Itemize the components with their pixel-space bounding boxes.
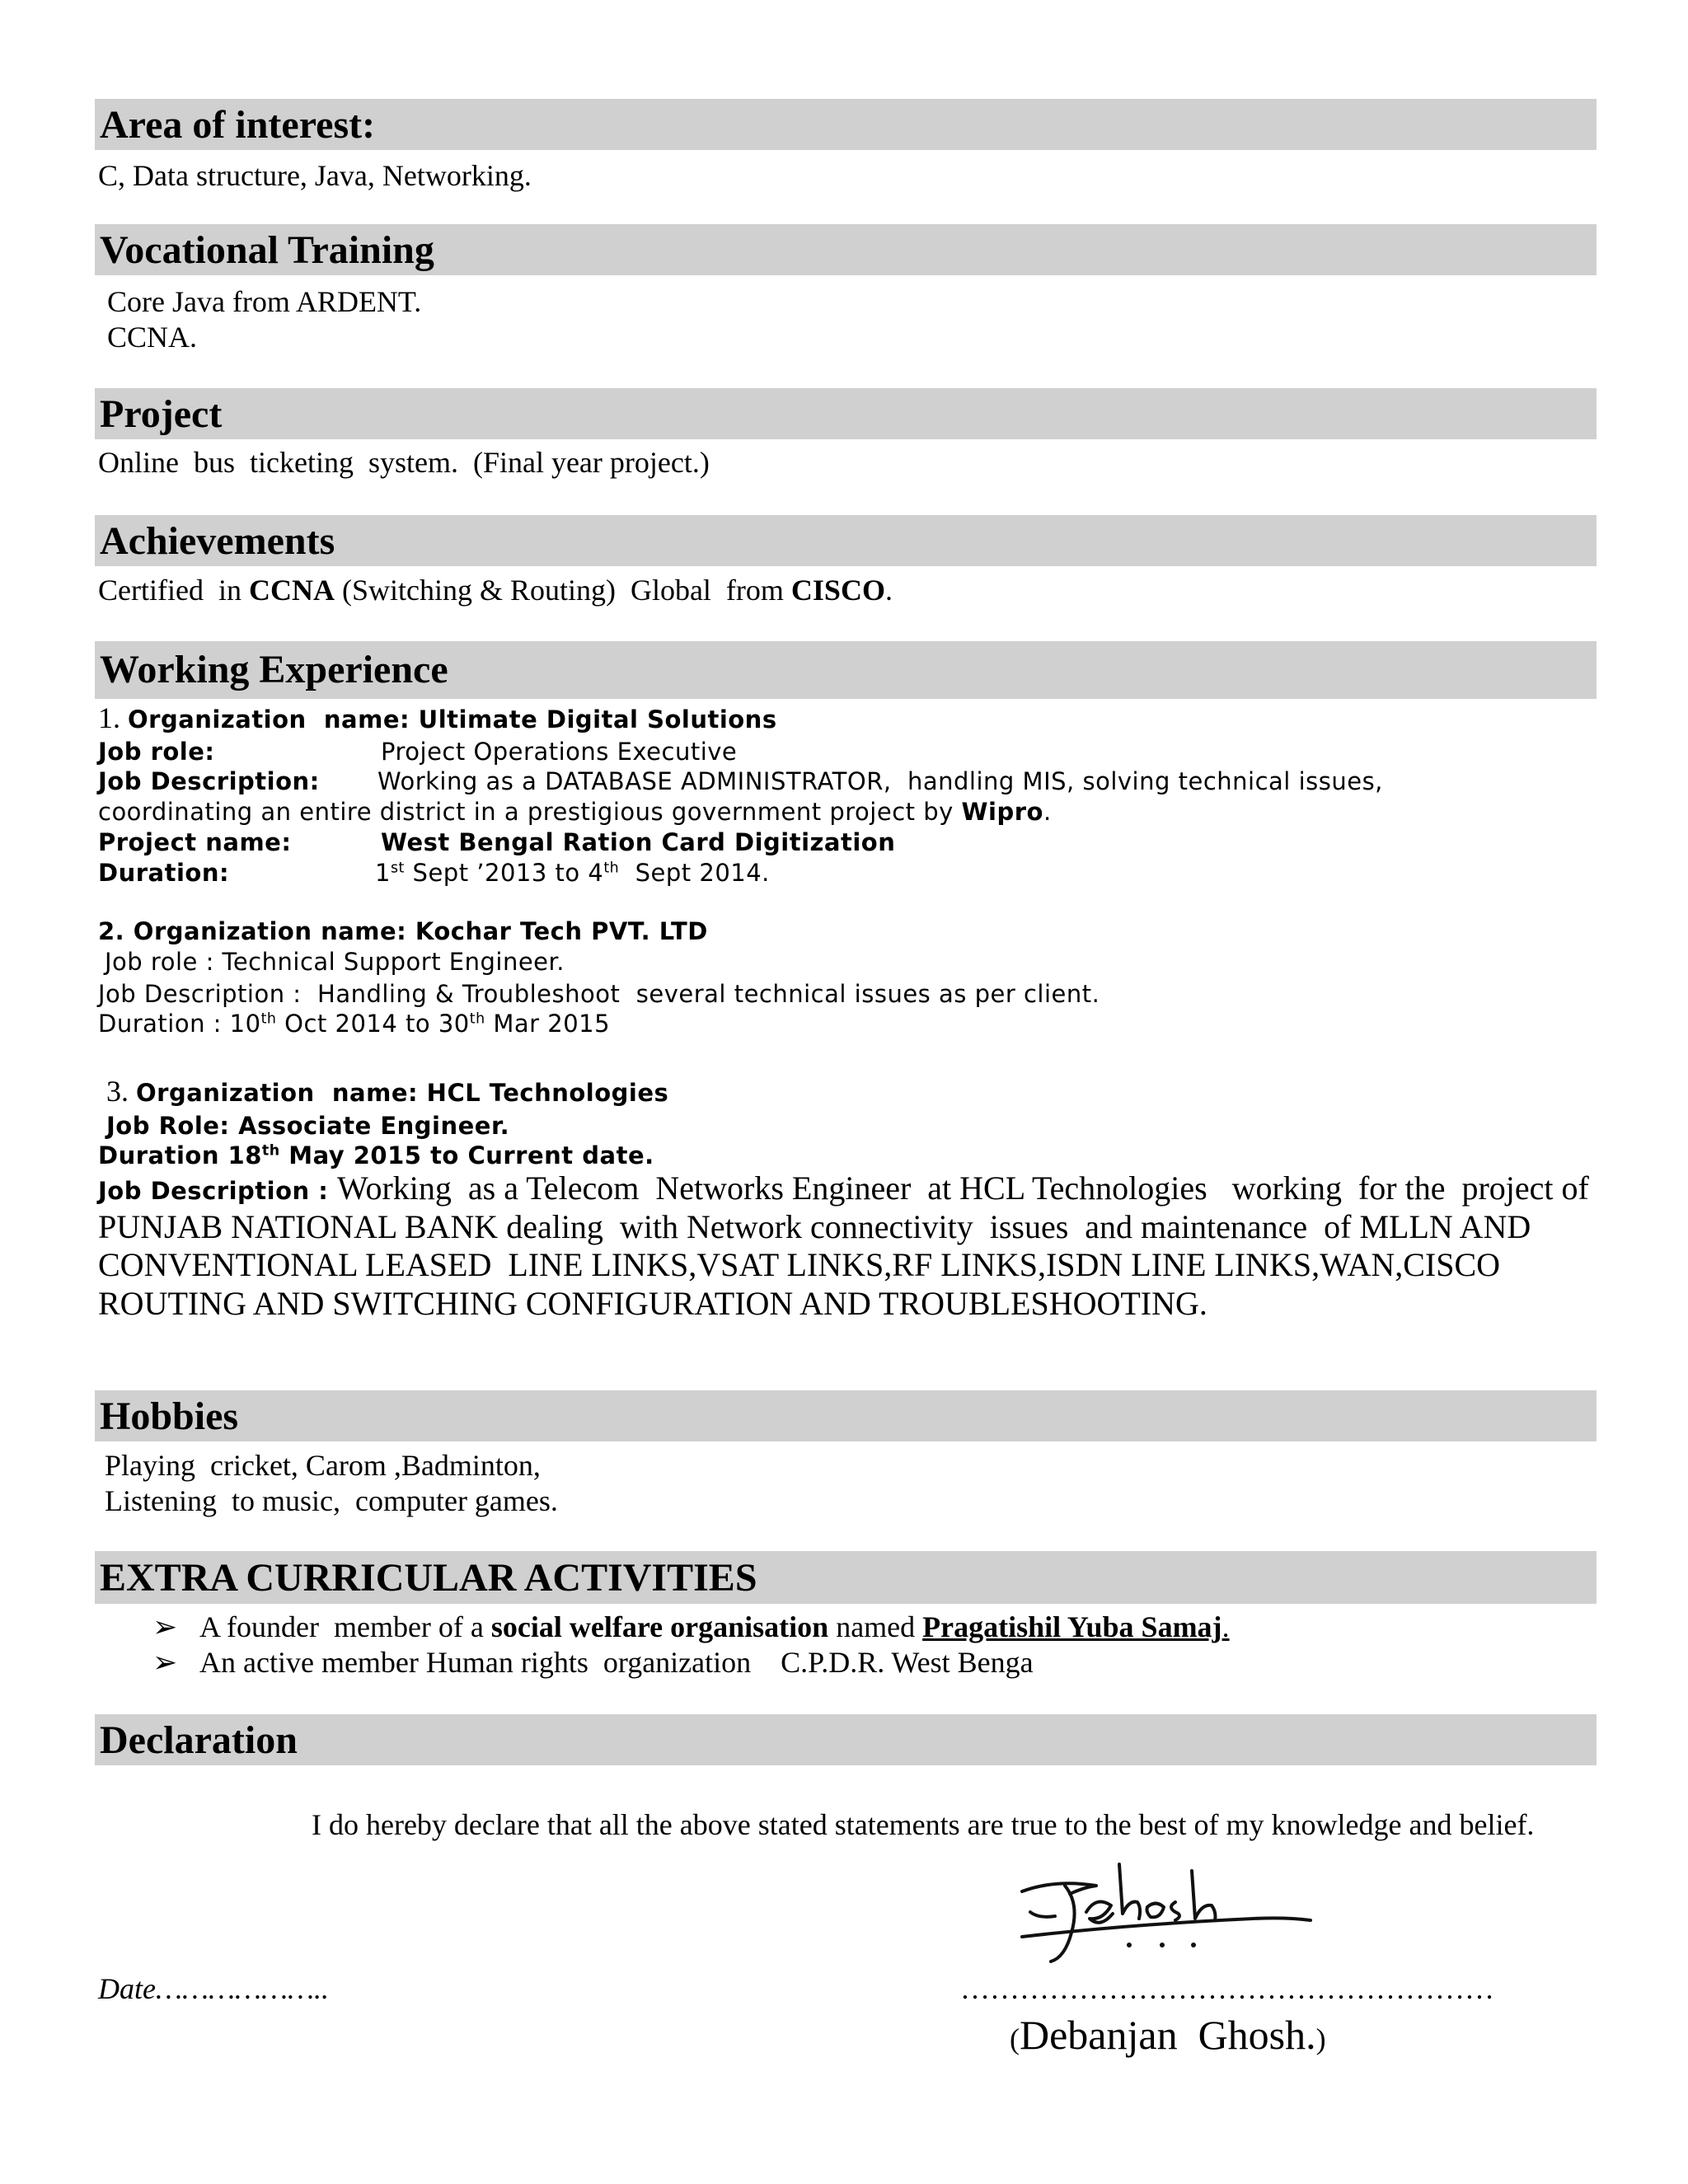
section-heading: Area of interest:	[100, 103, 376, 147]
achievements-header	[95, 515, 1597, 566]
extra-curricular-header	[95, 1551, 1597, 1604]
hobbies-item: Listening to music, computer games.	[105, 1484, 558, 1517]
org1-duration: 1st Sept ’2013 to 4th Sept 2014.	[375, 859, 770, 887]
vocational-training-header	[95, 224, 1597, 275]
org1-project-label: Project name:	[98, 828, 292, 856]
bullet-icon: ➢	[152, 1646, 178, 1679]
org3-duration: Duration 18th May 2015 to Current date.	[98, 1141, 654, 1169]
section-heading: Achievements	[100, 519, 335, 563]
section-heading: Working Experience	[100, 648, 448, 691]
org3-desc-line1: Job Description : Working as a Telecom Networks Engineer at HCL Technologies working for the project of	[98, 1169, 1589, 1207]
org1-role-label: Job role:	[98, 738, 215, 766]
org1-desc-line1: Working as a DATABASE ADMINISTRATOR, handling MIS, solving technical issues,	[377, 767, 1383, 795]
bullet-icon: ➢	[152, 1610, 178, 1643]
area-of-interest-text: C, Data structure, Java, Networking.	[98, 159, 532, 192]
signatory-name: (Debanjan Ghosh.)	[1010, 2012, 1326, 2058]
extra-item-2: An active member Human rights organization C.P.D.R. West Benga	[199, 1646, 1034, 1679]
org1-role: Project Operations Executive	[381, 738, 738, 766]
org1-project: West Bengal Ration Card Digitization	[381, 828, 896, 856]
org1-desc-line2: coordinating an entire district in a prestigious government project by Wipro.	[98, 798, 1052, 826]
org3-desc-line3: CONVENTIONAL LEASED LINE LINKS,VSAT LINKS,RF LINKS,ISDN LINE LINKS,WAN,CISCO	[98, 1246, 1501, 1283]
project-text: Online bus ticketing system. (Final year project.)	[98, 446, 710, 479]
achievements-text: Certified in CCNA (Switching & Routing) Global from CISCO.	[98, 574, 893, 607]
extra-item-1: A founder member of a social welfare organisation named Pragatishil Yuba Samaj.	[199, 1610, 1230, 1643]
declaration-text: I do hereby declare that all the above stated statements are true to the best of my knowledge and belief.	[312, 1808, 1535, 1841]
area-of-interest-header	[95, 99, 1597, 150]
org3-title: 3. Organization name: HCL Technologies	[106, 1075, 669, 1108]
org3-role: Job Role: Associate Engineer.	[106, 1112, 510, 1140]
org2-duration: Duration : 10th Oct 2014 to 30th Mar 2015	[98, 1010, 611, 1038]
section-heading: Vocational Training	[100, 228, 434, 272]
org1-duration-label: Duration:	[98, 859, 230, 887]
hobbies-item: Playing cricket, Carom ,Badminton,	[105, 1449, 541, 1482]
section-heading: Hobbies	[100, 1394, 239, 1438]
section-heading: EXTRA CURRICULAR ACTIVITIES	[100, 1556, 757, 1600]
org3-desc-line2: PUNJAB NATIONAL BANK dealing with Network connectivity issues and maintenance of MLLN AND	[98, 1208, 1531, 1245]
org2-title: 2. Organization name: Kochar Tech PVT. LTD	[98, 917, 708, 945]
working-experience-header	[95, 641, 1597, 699]
org2-role: Job role : Technical Support Engineer.	[105, 948, 565, 976]
vocational-item: Core Java from ARDENT.	[107, 285, 422, 318]
date-field: Date………………..	[98, 1972, 330, 2005]
section-heading: Declaration	[100, 1718, 298, 1762]
org1-title: 1. Organization name: Ultimate Digital Solutions	[98, 701, 777, 734]
org3-desc-line4: ROUTING AND SWITCHING CONFIGURATION AND TROUBLESHOOTING.	[98, 1285, 1207, 1322]
declaration-header	[95, 1714, 1597, 1765]
signature-line: ………………………………………………	[960, 1972, 1494, 2005]
org1-desc-label: Job Description:	[98, 767, 320, 795]
hobbies-header	[95, 1390, 1597, 1441]
section-heading: Project	[100, 392, 223, 436]
org2-desc: Job Description : Handling & Troubleshoot several technical issues as per client.	[98, 980, 1100, 1008]
vocational-item: CCNA.	[107, 321, 198, 354]
project-header	[95, 388, 1597, 439]
signature-image	[1006, 1854, 1319, 1974]
